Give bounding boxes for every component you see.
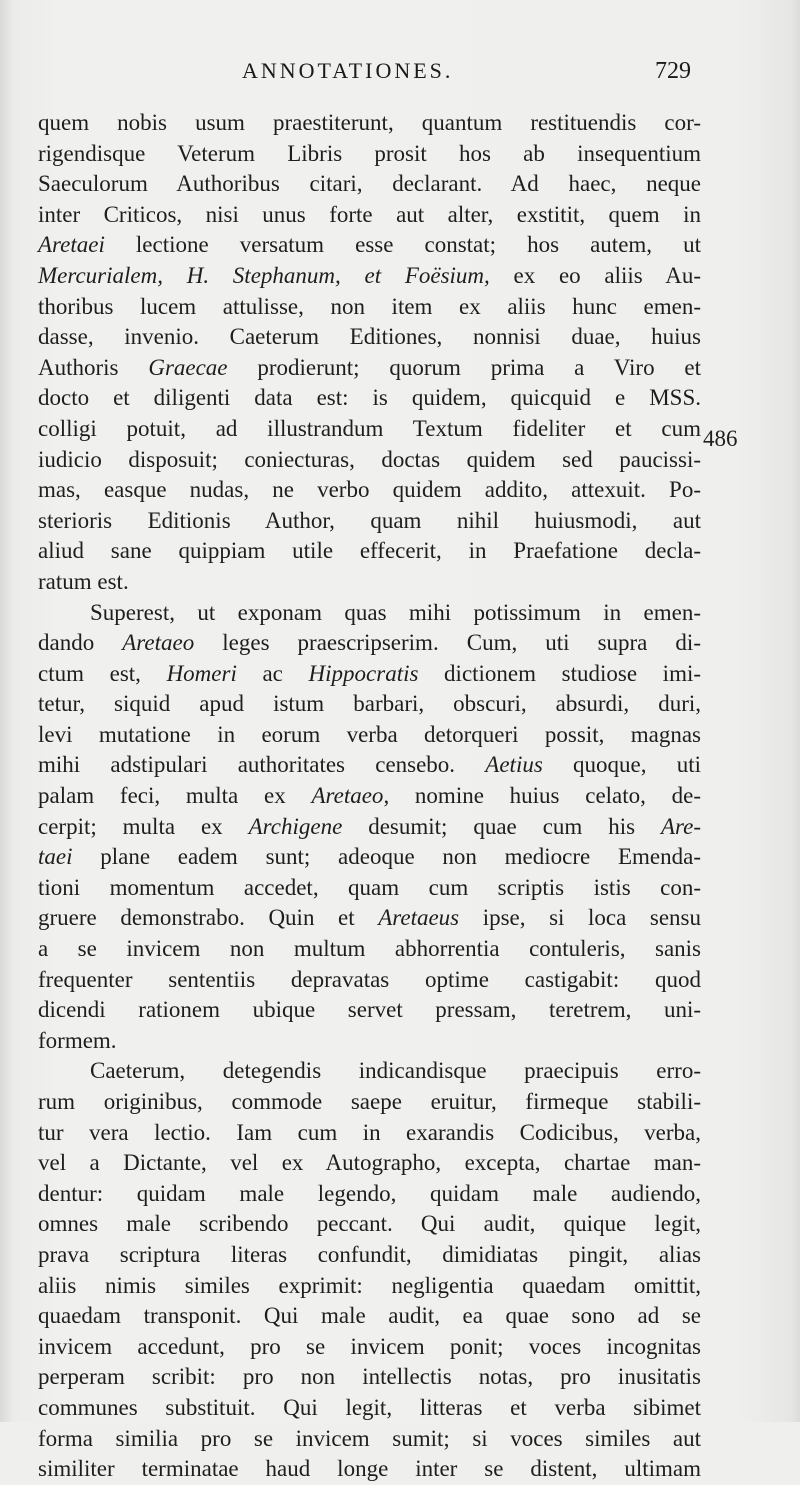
text-line: Superest, ut exponam quas mihi potissimum in emen- — [90, 599, 701, 625]
running-title: ANNOTATIONES. — [242, 58, 454, 83]
text-line: vel a Dictante, vel ex Autographo, excepta, chartae man- — [38, 1150, 701, 1176]
text-line: rum originibus, commode saepe eruitur, firmeque stabili- — [38, 1089, 701, 1114]
text-line: inter Criticos, nisi unus forte aut alter, exstitit, quem in — [38, 201, 701, 227]
text-line: mihi adstipulari authoritates censebo. Aetius quoque, uti — [38, 752, 701, 778]
text-line: Mercurialem, H. Stephanum, et Foësium, ex eo aliis Au- — [38, 262, 701, 288]
text-line: thoribus lucem attulisse, non item ex aliis hunc emen- — [38, 293, 701, 319]
text-line: a se invicem non multum abhorrentia contuleris, sanis — [38, 936, 701, 962]
text-line: communes substituit. Qui legit, litteras et verba sibimet — [38, 1394, 701, 1420]
text-line: perperam scribit: pro non intellectis notas, pro inusitatis — [38, 1364, 701, 1390]
text-line: tioni momentum accedet, quam cum scriptis istis con- — [38, 874, 701, 900]
text-line: iudicio disposuit; coniecturas, doctas quidem sed paucissi- — [38, 446, 701, 472]
text-line: tetur, siquid apud istum barbari, obscuri, absurdi, duri, — [38, 691, 701, 717]
text-line: tur vera lectio. Iam cum in exarandis Codicibus, verba, — [38, 1119, 701, 1145]
text-line: palam feci, multa ex Aretaeo, nomine huius celato, de- — [38, 783, 701, 809]
text-line: Saeculorum Authoribus citari, declarant. Ad haec, neque — [38, 171, 701, 197]
text-line: similiter terminatae haud longe inter se distent, ultimam — [38, 1456, 701, 1482]
text-line: ratum est. — [38, 568, 129, 594]
text-line: dicendi rationem ubique servet pressam, teretrem, uni- — [38, 997, 701, 1023]
text-line: rigendisque Veterum Libris prosit hos ab insequentium — [38, 140, 701, 166]
page-number: 729 — [655, 58, 691, 84]
text-line: cerpit; multa ex Archigene desumit; quae cum his Are- — [38, 813, 701, 839]
text-line: quaedam transponit. Qui male audit, ea quae sono ad se — [38, 1303, 701, 1329]
text-line: invicem accedunt, pro se invicem ponit; voces incognitas — [38, 1333, 701, 1359]
text-line: gruere demonstrabo. Quin et Aretaeus ipse, si loca sensu — [38, 905, 701, 931]
text-line: colligi potuit, ad illustrandum Textum fideliter et cum — [38, 415, 701, 441]
text-line: frequenter sententiis depravatas optime castigabit: quod — [38, 966, 701, 992]
text-line: formem. — [38, 1027, 117, 1053]
text-line: Authoris Graecae prodierunt; quorum prima a Viro et — [38, 354, 701, 380]
text-line: taei plane eadem sunt; adeoque non mediocre Emenda- — [38, 844, 701, 870]
text-line: dentur: quidam male legendo, quidam male audiendo, — [38, 1180, 701, 1206]
text-line: aliud sane quippiam utile effecerit, in Praefatione decla- — [38, 538, 701, 564]
text-line: sterioris Editionis Author, quam nihil huiusmodi, aut — [38, 507, 701, 533]
body-text — [38, 108, 701, 1485]
text-line: Aretaei lectione versatum esse constat; hos autem, ut — [38, 232, 701, 258]
text-line: dando Aretaeo leges praescripserim. Cum, uti supra di- — [38, 630, 701, 656]
text-line: quem nobis usum praestiterunt, quantum restituendis cor- — [38, 110, 701, 135]
text-line: mas, easque nudas, ne verbo quidem addito, attexuit. Po- — [38, 477, 701, 503]
margin-reference-number: 486 — [703, 426, 738, 451]
text-line: levi mutatione in eorum verba detorqueri possit, magnas — [38, 721, 701, 747]
text-line: aliis nimis similes exprimit: negligentia quaedam omittit, — [38, 1272, 701, 1298]
text-line: Caeterum, detegendis indicandisque praecipuis erro- — [90, 1058, 701, 1084]
text-line: ctum est, Homeri ac Hippocratis dictionem studiose imi- — [38, 660, 702, 686]
text-line: omnes male scribendo peccant. Qui audit, quique legit, — [38, 1211, 701, 1237]
text-line: docto et diligenti data est: is quidem, quicquid e MSS. — [38, 385, 701, 411]
text-line: dasse, invenio. Caeterum Editiones, nonnisi duae, huius — [38, 324, 701, 350]
text-line: forma similia pro se invicem sumit; si voces similes aut — [38, 1425, 701, 1451]
text-line: prava scriptura literas confundit, dimidiatas pingit, alias — [38, 1241, 701, 1267]
page-header — [0, 48, 800, 88]
